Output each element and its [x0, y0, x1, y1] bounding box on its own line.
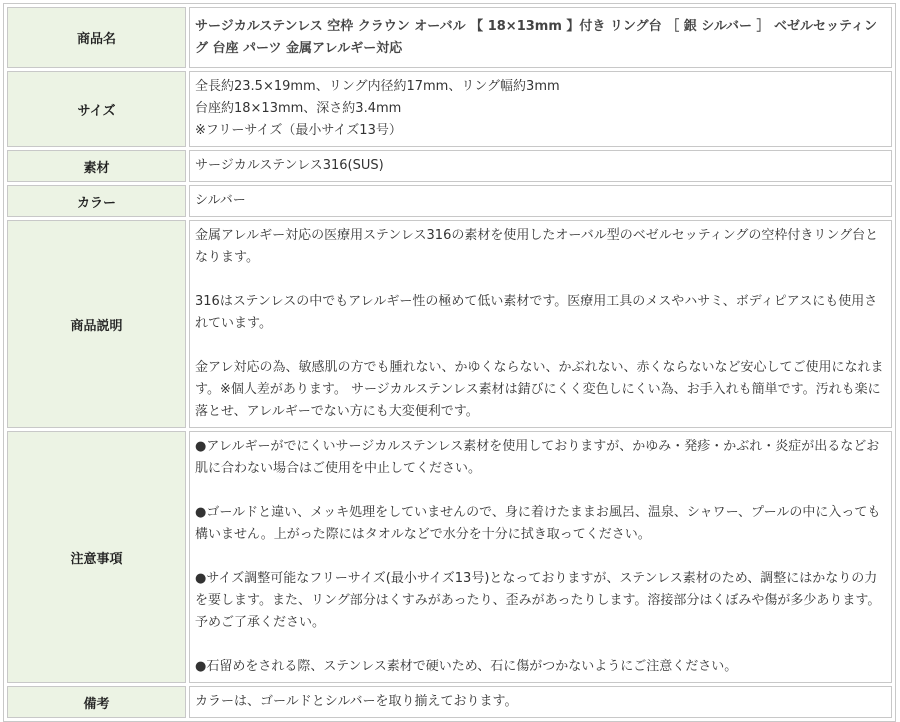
spec-row-size [7, 71, 892, 147]
description-paragraph: 316はステンレスの中でもアレルギー性の極めて低い素材です。医療用工具のメスやハサミ、ボディピアスにも使用されています。 [195, 294, 878, 331]
color-label: カラー [7, 185, 186, 217]
color-value: シルバー [189, 185, 892, 217]
spec-row-description [7, 220, 892, 428]
product-name-value: サージカルステンレス 空枠 クラウン オーバル 【 18×13mm 】付き リング台 ［ 銀 シルバー ］ ベゼルセッティング 台座 パーツ 金属アレルギー対応 [189, 7, 892, 68]
size-line-free-size: ※フリーサイズ（最小サイズ13号） [195, 123, 402, 138]
spec-row-notes [7, 431, 892, 683]
product-name-label: 商品名 [7, 7, 186, 68]
notes-value [189, 431, 892, 683]
description-value [189, 220, 892, 428]
spec-row-product-name [7, 7, 892, 68]
spec-row-remarks [7, 686, 892, 718]
size-line-dimensions: 全長約23.5×19mm、リング内径約17mm、リング幅約3mm [195, 79, 560, 94]
description-label: 商品説明 [7, 220, 186, 428]
remarks-label: 備考 [7, 686, 186, 718]
spec-row-material [7, 150, 892, 182]
notes-paragraph: ●ゴールドと違い、メッキ処理をしていませんので、身に着けたままお風呂、温泉、シャワー、プールの中に入っても構いません。上がった際にはタオルなどで水分を十分に拭き取ってください。 [195, 505, 881, 542]
notes-paragraph: ●サイズ調整可能なフリーサイズ(最小サイズ13号)となっておりますが、ステンレス素材のため、調整にはかなりの力を要します。また、リング部分はくすみがあったり、歪みがあったりします。溶接部分はくぼみや傷が多少あります。予めご了承ください。 [195, 571, 881, 630]
description-paragraph: 金アレ対応の為、敏感肌の方でも腫れない、かゆくならない、かぶれない、赤くならないなど安心してご使用になれます。※個人差があります。 サージカルステンレス素材は錆びにくく変色しにくい為、お手入れも簡単です。汚れも楽に落とせ、アレルギーでない方にも大変便利です。 [195, 360, 884, 419]
notes-paragraph: ●石留めをされる際、ステンレス素材で硬いため、石に傷がつかないようにご注意ください。 [195, 659, 738, 674]
size-line-setting: 台座約18×13mm、深さ約3.4mm [195, 101, 402, 116]
notes-label: 注意事項 [7, 431, 186, 683]
spec-row-color [7, 185, 892, 217]
product-spec-table [3, 3, 896, 722]
remarks-value: カラーは、ゴールドとシルバーを取り揃えております。 [189, 686, 892, 718]
size-label: サイズ [7, 71, 186, 147]
size-value [189, 71, 892, 147]
description-paragraph: 金属アレルギー対応の医療用ステンレス316の素材を使用したオーバル型のベゼルセッティングの空枠付きリング台となります。 [195, 228, 879, 265]
material-value: サージカルステンレス316(SUS) [189, 150, 892, 182]
material-label: 素材 [7, 150, 186, 182]
notes-paragraph: ●アレルギーがでにくいサージカルステンレス素材を使用しておりますが、かゆみ・発疹・かぶれ・炎症が出るなどお肌に合わない場合はご使用を中止してください。 [195, 439, 880, 476]
